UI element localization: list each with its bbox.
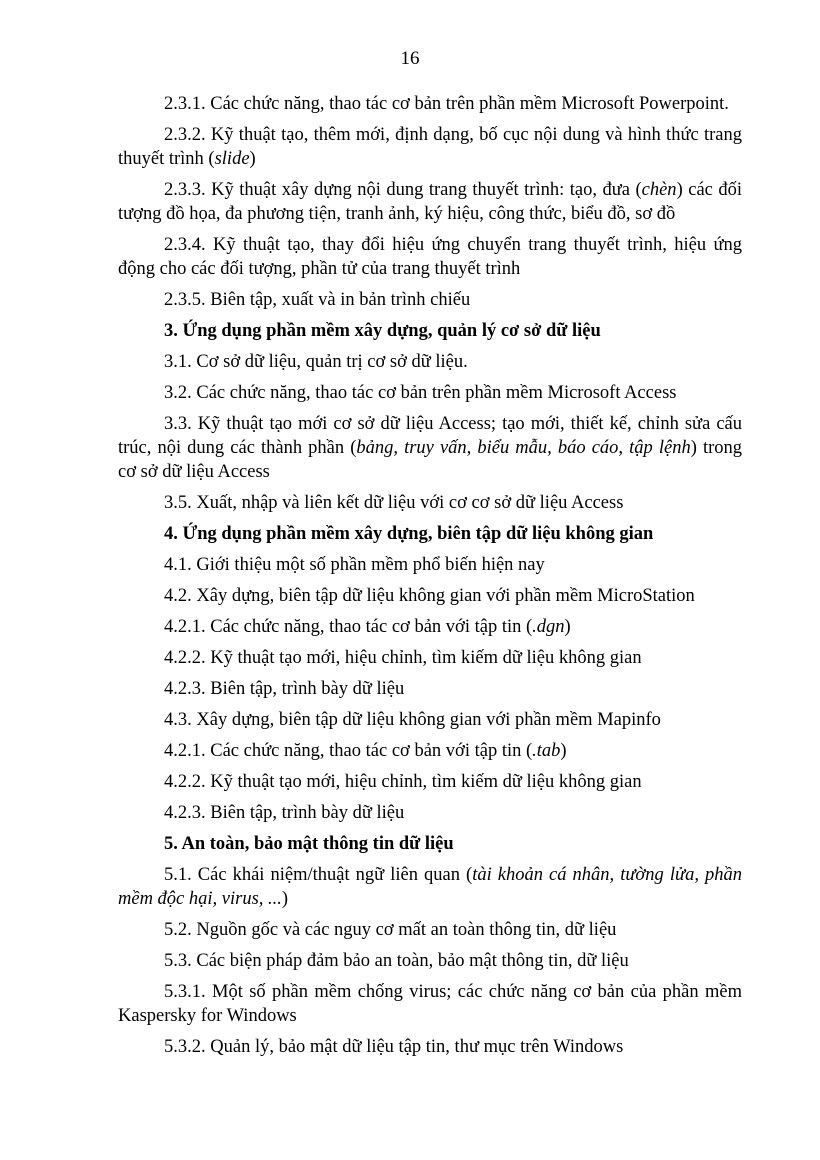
section-heading	[118, 832, 742, 856]
text-run: 5.3. Các biện pháp đảm bảo an toàn, bảo mật thông tin, dữ liệu	[164, 951, 629, 971]
text-run: 4.3. Xây dựng, biên tập dữ liệu không gian với phần mềm Mapinfo	[164, 710, 661, 730]
text-run: 5. An toàn, bảo mật thông tin dữ liệu	[164, 834, 454, 854]
outline-item	[118, 233, 742, 281]
text-run: )	[281, 889, 289, 909]
text-run: ) các đối tượng đồ họa, đa phương tiện, tranh ảnh, ký hiệu, công thức, biểu đồ, sơ đồ	[118, 180, 743, 224]
text-run: 5.3.1. Một số phần mềm chống virus; các chức năng cơ bản của phần mềm Kaspersky for Windows	[118, 982, 742, 1026]
outline-item	[118, 288, 742, 312]
outline-item	[118, 980, 742, 1028]
text-run: 3. Ứng dụng phần mềm xây dựng, quản lý cơ sở dữ liệu	[164, 321, 601, 341]
text-run: )	[249, 149, 256, 169]
italic-text: tài khoản cá nhân, tường lửa, phần mềm độc hại, virus, ...	[118, 865, 742, 909]
outline-item	[118, 1035, 742, 1059]
text-run: 4.2.1. Các chức năng, thao tác cơ bản với tập tin (	[164, 617, 533, 637]
text-run: 4.2. Xây dựng, biên tập dữ liệu không gian với phần mềm MicroStation	[164, 586, 695, 606]
text-run: 5.1. Các khái niệm/thuật ngữ liên quan (	[164, 865, 473, 885]
italic-text: chèn	[641, 180, 677, 200]
text-run: 3.3. Kỹ thuật tạo mới cơ sở dữ liệu Access; tạo mới, thiết kế, chỉnh sửa cấu trúc, nội dung các thành phần (	[118, 414, 742, 458]
outline-item	[118, 646, 742, 670]
outline-item	[118, 350, 742, 374]
outline-item	[118, 92, 742, 116]
text-run: 3.5. Xuất, nhập và liên kết dữ liệu với cơ cơ sở dữ liệu Access	[164, 493, 624, 513]
outline-item	[118, 770, 742, 794]
outline-item	[118, 123, 742, 171]
text-run: ) trong cơ sở dữ liệu Access	[118, 438, 742, 482]
text-run: 3.2. Các chức năng, thao tác cơ bản trên phần mềm Microsoft Access	[164, 383, 677, 403]
text-run: )	[560, 741, 567, 761]
text-run: 2.3.3. Kỹ thuật xây dựng nội dung trang thuyết trình: tạo, đưa (	[164, 180, 642, 200]
text-run: 2.3.1. Các chức năng, thao tác cơ bản trên phần mềm Microsoft Powerpoint.	[164, 94, 729, 114]
document-body	[118, 92, 742, 1066]
text-run: 2.3.2. Kỹ thuật tạo, thêm mới, định dạng, bố cục nội dung và hình thức trang thuyết trình (	[118, 125, 742, 169]
outline-item	[118, 178, 742, 226]
text-run: )	[564, 617, 571, 637]
outline-item	[118, 918, 742, 942]
outline-item	[118, 491, 742, 515]
text-run: 2.3.5. Biên tập, xuất và in bản trình chiếu	[164, 290, 471, 310]
outline-item	[118, 615, 742, 639]
outline-item	[118, 381, 742, 405]
outline-item	[118, 412, 742, 484]
outline-item	[118, 949, 742, 973]
text-run: 4.1. Giới thiệu một số phần mềm phổ biến hiện nay	[164, 555, 545, 575]
text-run: 4.2.2. Kỹ thuật tạo mới, hiệu chỉnh, tìm kiếm dữ liệu không gian	[164, 648, 642, 668]
text-run: 5.3.2. Quản lý, bảo mật dữ liệu tập tin, thư mục trên Windows	[164, 1037, 624, 1057]
outline-item	[118, 801, 742, 825]
section-heading	[118, 522, 742, 546]
outline-item	[118, 863, 742, 911]
text-run: 4.2.3. Biên tập, trình bày dữ liệu	[164, 803, 405, 823]
text-run: 2.3.4. Kỹ thuật tạo, thay đổi hiệu ứng chuyển trang thuyết trình, hiệu ứng động cho các đối tượng, phần tử của trang thuyết trình	[118, 235, 742, 279]
italic-text: slide	[214, 149, 250, 169]
text-run: 3.1. Cơ sở dữ liệu, quản trị cơ sở dữ liệu.	[164, 352, 468, 372]
outline-item	[118, 677, 742, 701]
outline-item	[118, 708, 742, 732]
outline-item	[118, 553, 742, 577]
text-run: 4.2.3. Biên tập, trình bày dữ liệu	[164, 679, 405, 699]
text-run: 4.2.1. Các chức năng, thao tác cơ bản với tập tin (	[164, 741, 533, 761]
italic-text: bảng, truy vấn, biểu mẫu, báo cáo, tập lệnh	[356, 438, 691, 458]
page-number: 16	[400, 48, 420, 69]
section-heading	[118, 319, 742, 343]
text-run: 4. Ứng dụng phần mềm xây dựng, biên tập dữ liệu không gian	[164, 524, 654, 544]
outline-item	[118, 739, 742, 763]
outline-item	[118, 584, 742, 608]
italic-text: .dgn	[532, 617, 565, 637]
text-run: 5.2. Nguồn gốc và các nguy cơ mất an toàn thông tin, dữ liệu	[164, 920, 617, 940]
text-run: 4.2.2. Kỹ thuật tạo mới, hiệu chỉnh, tìm kiếm dữ liệu không gian	[164, 772, 642, 792]
italic-text: .tab	[532, 741, 561, 761]
